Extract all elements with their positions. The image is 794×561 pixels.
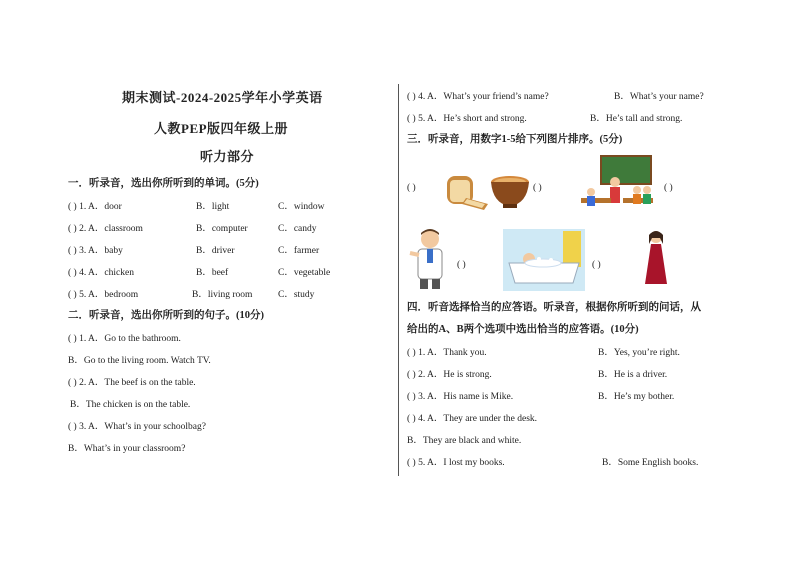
- s1-q4-b: B．beef: [196, 268, 229, 278]
- s4-q4-a: ( ) 4. A．They are under the desk.: [407, 414, 538, 424]
- section4-heading-line2: 给出的A、B两个选项中选出恰当的应答语。(10分): [407, 324, 639, 335]
- s4-q4-b: B．They are black and white.: [407, 436, 522, 446]
- section2-heading: 二．听录音，选出你所听到的句子。(10分): [68, 310, 264, 321]
- s4-q1-a: ( ) 1. A．Thank you.: [407, 348, 487, 358]
- s1-q4-c: C．vegetable: [278, 268, 331, 278]
- s1-q1-a: ( ) 1. A．door: [68, 202, 122, 212]
- s1-q1-c: C．window: [278, 202, 325, 212]
- s2-q4-a: ( ) 4. A．What’s your friend’s name?: [407, 92, 549, 102]
- s1-q4-a: ( ) 4. A．chicken: [68, 268, 134, 278]
- s4-q1-b: B．Yes, you’re right.: [598, 348, 680, 358]
- s4-q3-a: ( ) 3. A．His name is Mike.: [407, 392, 514, 402]
- s1-q3-b: B．driver: [196, 246, 235, 256]
- s2-q3-a: ( ) 3. A．What’s in your schoolbag?: [68, 422, 206, 432]
- exam-subtitle: 人教PEP版四年级上册: [154, 121, 289, 136]
- s2-q1-a: ( ) 1. A．Go to the bathroom.: [68, 334, 181, 344]
- s1-q2-b: B．computer: [196, 224, 248, 234]
- part-title: 听力部分: [200, 149, 255, 164]
- s3-blank-1: ( ): [407, 183, 416, 193]
- doctor-icon: [406, 227, 450, 296]
- s4-q2-a: ( ) 2. A．He is strong.: [407, 370, 492, 380]
- s1-q5-c: C．study: [278, 290, 315, 300]
- s2-q5-b: B．He’s tall and strong.: [590, 114, 683, 124]
- section4-heading-line1: 四．听音选择恰当的应答语。听录音，根据你所听到的问话，从: [407, 302, 701, 313]
- section3-heading: 三．听录音，用数字1-5给下列图片排序。(5分): [407, 134, 623, 145]
- s1-q1-b: B．light: [196, 202, 230, 212]
- soup-bowl-icon: [488, 170, 532, 215]
- s4-q5-b: B．Some English books.: [602, 458, 699, 468]
- s2-q2-b: B．The chicken is on the table.: [70, 400, 191, 410]
- bread-icon: [444, 168, 492, 217]
- classroom-icon: [579, 154, 655, 223]
- s1-q5-b: B．living room: [192, 290, 253, 300]
- s1-q3-c: C．farmer: [278, 246, 320, 256]
- exam-title: 期末测试-2024-2025学年小学英语: [122, 90, 323, 105]
- woman-icon: [641, 230, 671, 291]
- s2-q4-b: B．What’s your name?: [614, 92, 704, 102]
- s2-q2-a: ( ) 2. A．The beef is on the table.: [68, 378, 196, 388]
- s1-q2-a: ( ) 2. A．classroom: [68, 224, 143, 234]
- section1-heading: 一．听录音，选出你所听到的单词。(5分): [68, 178, 259, 189]
- s4-q5-a: ( ) 5. A．I lost my books.: [407, 458, 505, 468]
- s1-q3-a: ( ) 3. A．baby: [68, 246, 123, 256]
- s3-blank-3: ( ): [664, 183, 673, 193]
- column-divider: [398, 84, 399, 476]
- s4-q2-b: B．He is a driver.: [598, 370, 668, 380]
- s1-q5-a: ( ) 5. A．bedroom: [68, 290, 139, 300]
- s2-q3-b: B．What’s in your classroom?: [68, 444, 186, 454]
- s3-blank-2: ( ): [533, 183, 542, 193]
- s3-blank-4: ( ): [457, 260, 466, 270]
- s3-blank-5: ( ): [592, 260, 601, 270]
- bathtub-icon: [503, 229, 585, 296]
- s2-q5-a: ( ) 5. A．He’s short and strong.: [407, 114, 527, 124]
- s1-q2-c: C．candy: [278, 224, 317, 234]
- s2-q1-b: B．Go to the living room. Watch TV.: [68, 356, 211, 366]
- s4-q3-b: B．He’s my bother.: [598, 392, 675, 402]
